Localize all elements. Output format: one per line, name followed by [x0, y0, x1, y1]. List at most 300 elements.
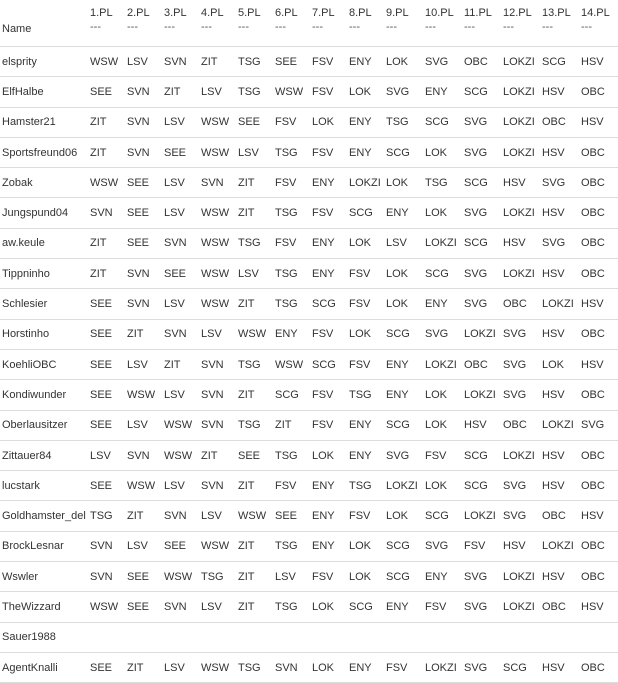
pick-cell: ENY: [349, 47, 386, 77]
pick-cell: TSG: [90, 501, 127, 531]
pick-cell: FSV: [275, 471, 312, 501]
header-separator: ---: [581, 21, 592, 33]
pick-cell: TSG: [238, 77, 275, 107]
header-separator: ---: [201, 21, 212, 33]
player-name: KoehliOBC: [0, 349, 90, 379]
pick-cell: LOKZI: [425, 652, 464, 682]
pick-cell: SVN: [201, 168, 238, 198]
pick-cell: LSV: [201, 77, 238, 107]
pick-cell: WSW: [201, 107, 238, 137]
pick-cell: WSW: [238, 501, 275, 531]
pick-cell: HSV: [464, 410, 503, 440]
pick-cell: SCG: [275, 380, 312, 410]
player-name: TheWizzard: [0, 592, 90, 622]
pick-cell: LOK: [425, 198, 464, 228]
pick-cell: LOK: [386, 168, 425, 198]
pick-cell: FSV: [312, 47, 349, 77]
position-header-5: [238, 0, 275, 47]
pick-cell: WSW: [275, 77, 312, 107]
pick-cell: ZIT: [238, 289, 275, 319]
pick-cell: HSV: [503, 228, 542, 258]
pick-cell: ENY: [312, 228, 349, 258]
pick-cell: SVG: [386, 440, 425, 470]
pick-cell: LSV: [164, 198, 201, 228]
position-header-label: 5.PL: [238, 7, 261, 19]
pick-cell: OBC: [581, 531, 618, 561]
pick-cell: TSG: [425, 168, 464, 198]
position-header-label: 12.PL: [503, 7, 532, 19]
pick-cell: WSW: [201, 289, 238, 319]
pick-cell: WSW: [90, 592, 127, 622]
position-header-13: [542, 0, 581, 47]
pick-cell: SEE: [90, 319, 127, 349]
pick-cell: LSV: [386, 228, 425, 258]
pick-cell: ENY: [349, 137, 386, 167]
pick-cell: SCG: [312, 349, 349, 379]
pick-cell: SEE: [164, 531, 201, 561]
header-separator: ---: [164, 21, 175, 33]
pick-cell: LSV: [90, 440, 127, 470]
pick-cell: OBC: [464, 47, 503, 77]
pick-cell: SEE: [90, 349, 127, 379]
player-name: Zobak: [0, 168, 90, 198]
pick-cell: ENY: [425, 562, 464, 592]
pick-cell: ZIT: [164, 349, 201, 379]
pick-cell: LOK: [349, 562, 386, 592]
table-row: [0, 440, 618, 470]
table-row: [0, 531, 618, 561]
pick-cell: HSV: [581, 289, 618, 319]
pick-cell: SCG: [425, 107, 464, 137]
pick-cell: TSG: [275, 440, 312, 470]
pick-cell: TSG: [349, 380, 386, 410]
pick-cell: ZIT: [127, 652, 164, 682]
pick-cell: FSV: [425, 592, 464, 622]
pick-cell: ZIT: [127, 501, 164, 531]
pick-cell: SCG: [349, 198, 386, 228]
pick-cell: HSV: [542, 380, 581, 410]
pick-cell: [90, 622, 127, 652]
pick-cell: WSW: [201, 228, 238, 258]
table-row: [0, 622, 618, 652]
pick-cell: OBC: [581, 440, 618, 470]
pick-cell: LOK: [425, 471, 464, 501]
pick-cell: HSV: [542, 652, 581, 682]
pick-cell: TSG: [275, 137, 312, 167]
pick-cell: LOKZI: [503, 592, 542, 622]
pick-cell: SVN: [201, 380, 238, 410]
pick-cell: SEE: [127, 168, 164, 198]
pick-cell: WSW: [127, 471, 164, 501]
pick-cell: LOKZI: [503, 137, 542, 167]
position-header-8: [349, 0, 386, 47]
pick-cell: SCG: [386, 319, 425, 349]
pick-cell: LOK: [425, 380, 464, 410]
pick-cell: FSV: [312, 319, 349, 349]
pick-cell: FSV: [275, 168, 312, 198]
pick-cell: ENY: [312, 531, 349, 561]
pick-cell: LOK: [386, 501, 425, 531]
pick-cell: SVN: [90, 198, 127, 228]
pick-cell: LOK: [349, 77, 386, 107]
pick-cell: ZIT: [238, 380, 275, 410]
pick-cell: SCG: [464, 77, 503, 107]
position-header-2: [127, 0, 164, 47]
pick-cell: LOKZI: [425, 228, 464, 258]
header-row: [0, 0, 618, 47]
pick-cell: LOKZI: [464, 319, 503, 349]
position-header-label: 9.PL: [386, 7, 409, 19]
player-name: Sportsfreund06: [0, 137, 90, 167]
position-header-label: 4.PL: [201, 7, 224, 19]
pick-cell: HSV: [503, 531, 542, 561]
position-header-6: [275, 0, 312, 47]
header-separator: ---: [542, 21, 553, 33]
position-header-9: [386, 0, 425, 47]
pick-cell: SEE: [90, 471, 127, 501]
header-separator: ---: [349, 21, 360, 33]
pick-cell: LOK: [425, 137, 464, 167]
pick-cell: SVG: [503, 319, 542, 349]
player-name: Hamster21: [0, 107, 90, 137]
pick-cell: ZIT: [90, 228, 127, 258]
pick-cell: SVN: [127, 440, 164, 470]
pick-cell: LOKZI: [503, 562, 542, 592]
pick-cell: LOKZI: [542, 289, 581, 319]
pick-cell: HSV: [581, 349, 618, 379]
position-header-label: 1.PL: [90, 7, 113, 19]
pick-cell: [275, 622, 312, 652]
pick-cell: LSV: [201, 319, 238, 349]
pick-cell: SCG: [464, 168, 503, 198]
pick-cell: LSV: [164, 168, 201, 198]
pick-cell: ZIT: [238, 471, 275, 501]
table-row: [0, 380, 618, 410]
pick-cell: [164, 622, 201, 652]
pick-cell: SCG: [425, 259, 464, 289]
pick-cell: HSV: [581, 107, 618, 137]
player-name: Oberlausitzer: [0, 410, 90, 440]
pick-cell: SVN: [164, 592, 201, 622]
pick-cell: SCG: [386, 562, 425, 592]
pick-cell: LOK: [312, 107, 349, 137]
pick-cell: SEE: [90, 77, 127, 107]
pick-cell: SVG: [503, 501, 542, 531]
pick-cell: LSV: [201, 592, 238, 622]
pick-cell: SVG: [581, 410, 618, 440]
pick-cell: SCG: [386, 410, 425, 440]
pick-cell: LOK: [386, 289, 425, 319]
player-name: Sauer1988: [0, 622, 90, 652]
pick-cell: TSG: [275, 289, 312, 319]
pick-cell: OBC: [581, 137, 618, 167]
pick-cell: ZIT: [238, 562, 275, 592]
player-name: Goldhamster_del: [0, 501, 90, 531]
pick-cell: SCG: [312, 289, 349, 319]
pick-cell: OBC: [581, 198, 618, 228]
pick-cell: FSV: [425, 440, 464, 470]
pick-cell: SVG: [464, 107, 503, 137]
player-name: Zittauer84: [0, 440, 90, 470]
pick-cell: ZIT: [238, 592, 275, 622]
pick-cell: ENY: [386, 380, 425, 410]
table-row: [0, 319, 618, 349]
player-name: Horstinho: [0, 319, 90, 349]
name-column-header: Name: [0, 0, 90, 47]
pick-cell: SVG: [425, 47, 464, 77]
pick-cell: SEE: [238, 440, 275, 470]
pick-cell: LOK: [425, 410, 464, 440]
player-name: BrockLesnar: [0, 531, 90, 561]
pick-cell: WSW: [238, 319, 275, 349]
pick-cell: SEE: [90, 410, 127, 440]
pick-cell: SCG: [349, 592, 386, 622]
pick-cell: FSV: [464, 531, 503, 561]
player-name: Schlesier: [0, 289, 90, 319]
pick-cell: WSW: [90, 47, 127, 77]
pick-cell: ENY: [386, 592, 425, 622]
pick-cell: SCG: [386, 137, 425, 167]
pick-cell: [542, 622, 581, 652]
pick-cell: LOK: [312, 440, 349, 470]
pick-cell: FSV: [275, 228, 312, 258]
pick-cell: LSV: [275, 562, 312, 592]
player-name: aw.keule: [0, 228, 90, 258]
pick-cell: SCG: [464, 228, 503, 258]
pick-cell: WSW: [201, 198, 238, 228]
pick-cell: HSV: [542, 319, 581, 349]
player-name: Tippninho: [0, 259, 90, 289]
player-name: Kondiwunder: [0, 380, 90, 410]
pick-cell: LOKZI: [503, 77, 542, 107]
pick-cell: SVN: [127, 77, 164, 107]
pick-cell: FSV: [386, 652, 425, 682]
pick-cell: LOKZI: [425, 349, 464, 379]
pick-cell: LSV: [127, 410, 164, 440]
pick-cell: TSG: [386, 107, 425, 137]
table-row: [0, 47, 618, 77]
position-header-label: 10.PL: [425, 7, 454, 19]
pick-cell: LSV: [164, 107, 201, 137]
header-separator: ---: [90, 21, 101, 33]
pick-cell: HSV: [581, 501, 618, 531]
player-name: AgentKnalli: [0, 652, 90, 682]
pick-cell: SEE: [238, 107, 275, 137]
header-separator: ---: [425, 21, 436, 33]
pick-cell: WSW: [201, 137, 238, 167]
pick-cell: SVN: [90, 531, 127, 561]
table-row: [0, 471, 618, 501]
pick-cell: [238, 622, 275, 652]
pick-cell: LSV: [127, 531, 164, 561]
position-header-7: [312, 0, 349, 47]
pick-cell: LSV: [127, 47, 164, 77]
table-row: [0, 198, 618, 228]
pick-cell: [349, 622, 386, 652]
pick-cell: LOK: [349, 531, 386, 561]
pick-cell: ENY: [312, 168, 349, 198]
pick-cell: HSV: [542, 259, 581, 289]
pick-cell: LSV: [164, 380, 201, 410]
pick-cell: WSW: [275, 349, 312, 379]
pick-cell: FSV: [312, 198, 349, 228]
pick-cell: HSV: [542, 137, 581, 167]
position-header-label: 8.PL: [349, 7, 372, 19]
pick-cell: SVG: [425, 319, 464, 349]
pick-cell: ENY: [312, 501, 349, 531]
pick-cell: FSV: [349, 259, 386, 289]
position-header-4: [201, 0, 238, 47]
table-row: [0, 77, 618, 107]
pick-cell: ENY: [349, 410, 386, 440]
pick-cell: FSV: [275, 107, 312, 137]
pick-cell: TSG: [238, 47, 275, 77]
pick-cell: OBC: [464, 349, 503, 379]
pick-cell: ZIT: [238, 531, 275, 561]
pick-cell: SCG: [425, 501, 464, 531]
pick-cell: [503, 622, 542, 652]
pick-cell: HSV: [542, 77, 581, 107]
pick-cell: FSV: [312, 410, 349, 440]
pick-cell: ZIT: [201, 440, 238, 470]
header-separator: ---: [127, 21, 138, 33]
pick-cell: SEE: [127, 198, 164, 228]
pick-cell: SCG: [503, 652, 542, 682]
pick-cell: LOK: [386, 259, 425, 289]
pick-cell: SVN: [201, 471, 238, 501]
pick-cell: ZIT: [164, 77, 201, 107]
player-name: elsprity: [0, 47, 90, 77]
pick-cell: SEE: [127, 228, 164, 258]
pick-cell: SVN: [127, 107, 164, 137]
pick-cell: SVG: [464, 289, 503, 319]
pick-cell: LOKZI: [503, 107, 542, 137]
pick-cell: SEE: [90, 652, 127, 682]
pick-cell: SVG: [464, 137, 503, 167]
pick-cell: LSV: [164, 289, 201, 319]
pick-cell: SEE: [275, 47, 312, 77]
pick-cell: OBC: [581, 380, 618, 410]
pick-cell: SVN: [201, 349, 238, 379]
pick-cell: LOKZI: [503, 47, 542, 77]
pick-cell: WSW: [164, 562, 201, 592]
pick-cell: HSV: [581, 592, 618, 622]
pick-cell: LSV: [238, 137, 275, 167]
pick-cell: LOK: [386, 47, 425, 77]
position-header-label: 14.PL: [581, 7, 610, 19]
header-separator: ---: [386, 21, 397, 33]
pick-cell: SVG: [503, 471, 542, 501]
pick-cell: LSV: [127, 349, 164, 379]
pick-cell: LOK: [542, 349, 581, 379]
pick-cell: OBC: [581, 319, 618, 349]
pick-cell: ENY: [349, 440, 386, 470]
pick-cell: SVN: [201, 410, 238, 440]
pick-cell: SEE: [164, 259, 201, 289]
pick-cell: SVG: [542, 168, 581, 198]
pick-cell: TSG: [275, 259, 312, 289]
pick-cell: LOKZI: [386, 471, 425, 501]
pick-cell: ZIT: [127, 319, 164, 349]
pick-cell: WSW: [201, 531, 238, 561]
position-header-label: 11.PL: [464, 7, 492, 19]
pick-cell: LOKZI: [542, 531, 581, 561]
pick-cell: LOKZI: [542, 410, 581, 440]
pick-cell: TSG: [275, 531, 312, 561]
pick-cell: ZIT: [90, 137, 127, 167]
position-header-label: 2.PL: [127, 7, 150, 19]
player-name: lucstark: [0, 471, 90, 501]
table-row: [0, 289, 618, 319]
pick-cell: ZIT: [238, 168, 275, 198]
pick-cell: [386, 622, 425, 652]
table-row: [0, 107, 618, 137]
pick-cell: FSV: [312, 380, 349, 410]
table-row: [0, 228, 618, 258]
pick-cell: SVG: [464, 562, 503, 592]
pick-cell: ZIT: [90, 107, 127, 137]
table-row: [0, 137, 618, 167]
pick-cell: WSW: [164, 440, 201, 470]
table-body: [0, 47, 618, 683]
pick-cell: WSW: [164, 410, 201, 440]
pick-cell: HSV: [542, 471, 581, 501]
pick-cell: SVN: [90, 562, 127, 592]
pick-cell: WSW: [201, 259, 238, 289]
pick-cell: SEE: [90, 380, 127, 410]
pick-cell: FSV: [312, 77, 349, 107]
pick-cell: SVN: [127, 289, 164, 319]
pick-cell: SCG: [464, 440, 503, 470]
pick-cell: ENY: [386, 198, 425, 228]
pick-cell: SVN: [275, 652, 312, 682]
pick-cell: ZIT: [275, 410, 312, 440]
pick-cell: WSW: [201, 652, 238, 682]
pick-cell: HSV: [542, 198, 581, 228]
table-row: [0, 410, 618, 440]
position-header-10: [425, 0, 464, 47]
pick-cell: ENY: [312, 259, 349, 289]
player-name: ElfHalbe: [0, 77, 90, 107]
pick-cell: TSG: [238, 228, 275, 258]
pick-cell: LOK: [349, 319, 386, 349]
player-name: Wswler: [0, 562, 90, 592]
pick-cell: SCG: [386, 531, 425, 561]
header-separator: ---: [238, 21, 249, 33]
position-header-14: [581, 0, 618, 47]
pick-cell: HSV: [542, 440, 581, 470]
table-row: [0, 259, 618, 289]
pick-cell: OBC: [542, 592, 581, 622]
pick-cell: SVG: [425, 531, 464, 561]
pick-cell: OBC: [581, 652, 618, 682]
position-header-3: [164, 0, 201, 47]
pick-cell: [581, 622, 618, 652]
pick-cell: OBC: [581, 259, 618, 289]
pick-cell: OBC: [581, 562, 618, 592]
pick-cell: SVG: [386, 77, 425, 107]
pick-cell: OBC: [581, 471, 618, 501]
pick-cell: LSV: [164, 652, 201, 682]
pick-cell: SEE: [127, 562, 164, 592]
pick-cell: SVN: [164, 501, 201, 531]
pick-cell: SEE: [127, 592, 164, 622]
pick-cell: SEE: [275, 501, 312, 531]
pick-cell: ENY: [386, 349, 425, 379]
header-separator: ---: [464, 21, 475, 33]
pick-cell: LOK: [349, 228, 386, 258]
table-row: [0, 562, 618, 592]
